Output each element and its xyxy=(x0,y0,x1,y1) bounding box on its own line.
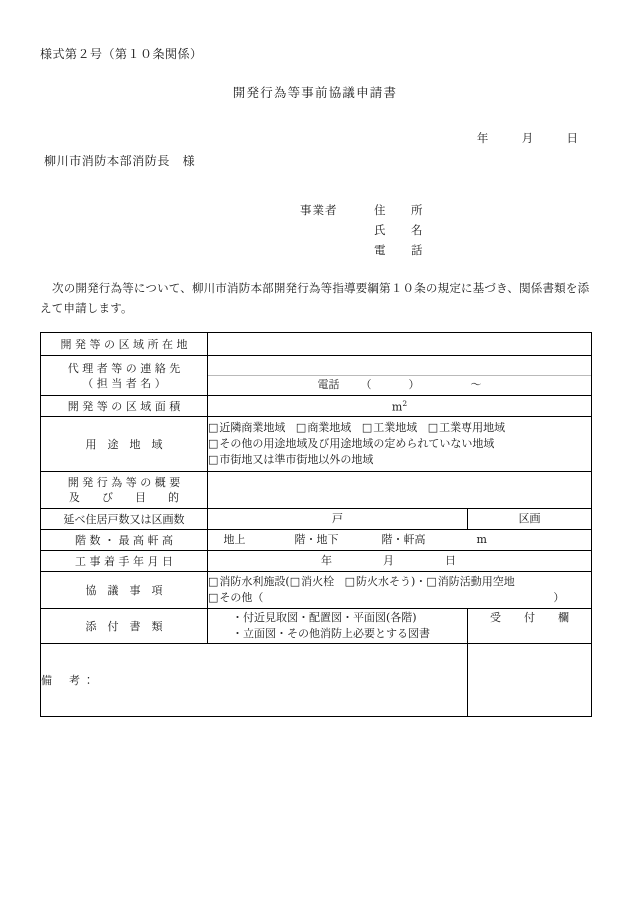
table-row-remarks xyxy=(41,644,592,717)
value-outline-purpose[interactable] xyxy=(208,472,592,509)
addressee: 柳川市消防本部消防長 様 xyxy=(44,154,196,168)
label-floors: 階 数 ・ 最 高 軒 高 xyxy=(41,530,208,551)
applicant-address-label: 住 所 xyxy=(374,203,430,217)
other-consultation-paren-close: ） xyxy=(553,591,565,604)
consultation-line-1 xyxy=(208,574,591,590)
date-line xyxy=(477,130,578,146)
label-attachments: 添 付 書 類 xyxy=(41,609,208,644)
remarks-cell[interactable] xyxy=(41,644,468,717)
applicant-phone-row xyxy=(300,240,430,260)
value-attachments xyxy=(208,609,468,644)
consultation-separator: ・ xyxy=(415,575,427,588)
table-row-agent-contact xyxy=(41,356,592,396)
checkbox-water-facility[interactable] xyxy=(208,575,285,588)
checkbox-label-activity-space: 消防活動用空地 xyxy=(437,575,515,588)
value-start-date[interactable] xyxy=(208,551,592,572)
start-date-month-label: 月 xyxy=(383,554,394,567)
phone-paren-close: ） xyxy=(408,378,420,391)
start-date-year-label: 年 xyxy=(321,554,332,567)
receipt-stamp-area[interactable] xyxy=(468,644,592,717)
consultation-paren-close: ) xyxy=(411,575,416,588)
label-location: 開 発 等 の 区 域 所 在 地 xyxy=(41,333,208,356)
label-start-date: 工 事 着 手 年 月 日 xyxy=(41,551,208,572)
start-date-day-label: 日 xyxy=(445,554,456,567)
phone-range-mark: ～ xyxy=(470,378,482,391)
checkbox-industrial[interactable] xyxy=(362,421,417,434)
page-title: 開発行為等事前協議申請書 xyxy=(232,85,398,100)
table-row-outline-purpose xyxy=(41,472,592,509)
remarks-label: 備 考： xyxy=(41,674,97,687)
phone-paren-open: （ xyxy=(360,378,372,391)
label-dwellings: 延べ住居戸数又は区画数 xyxy=(41,509,208,530)
eaves-unit: m xyxy=(476,533,487,546)
table-row-area xyxy=(41,396,592,417)
area-unit: m xyxy=(391,400,403,414)
checkbox-commercial[interactable] xyxy=(296,421,351,434)
table-row-consultation xyxy=(41,572,592,609)
value-use-district xyxy=(208,417,592,472)
checkbox-glyph: □ xyxy=(208,591,219,604)
applicant-block xyxy=(300,200,430,260)
checkbox-neighborhood-commercial[interactable] xyxy=(208,421,285,434)
date-day: 日 xyxy=(566,131,578,145)
label-agent-contact xyxy=(41,356,208,396)
agent-phone-line[interactable] xyxy=(208,376,591,395)
label-outline-purpose xyxy=(41,472,208,509)
checkbox-glyph: □ xyxy=(208,453,219,466)
applicant-phone-label: 電 話 xyxy=(374,243,430,257)
dwellings-unit-blocks: 区画 xyxy=(518,512,541,525)
floors-above-label: 地上 xyxy=(223,533,246,546)
checkbox-label-hydrant: 消火栓 xyxy=(301,575,335,588)
dwellings-unit-houses: 戸 xyxy=(332,512,343,525)
applicant-label: 事業者 xyxy=(300,203,338,217)
applicant-name-label: 氏 名 xyxy=(374,223,430,237)
checkbox-other-use-district[interactable] xyxy=(208,437,494,450)
table-row-dwellings xyxy=(41,509,592,530)
checkbox-exclusive-industrial[interactable] xyxy=(428,421,505,434)
checkbox-label-outside-urban-area: 市街地又は準市街地以外の地域 xyxy=(219,453,374,466)
checkbox-label-water-tank: 防火水そう xyxy=(356,575,412,588)
checkbox-label-other-consultation: その他（ xyxy=(219,591,264,604)
checkbox-glyph: □ xyxy=(208,575,219,588)
attachment-line-1: ・付近見取図・配置図・平面図(各階) xyxy=(232,611,417,624)
date-year: 年 xyxy=(476,131,489,145)
phone-label: 電話 xyxy=(317,378,340,391)
receipt-column-header: 受 付 欄 xyxy=(468,609,592,644)
value-location[interactable] xyxy=(208,333,592,356)
use-district-line-3 xyxy=(208,452,591,468)
value-area[interactable] xyxy=(208,396,592,417)
checkbox-label-water-facility: 消防水利施設 xyxy=(219,575,286,588)
table-row-attachments xyxy=(41,609,592,644)
value-dwellings-houses[interactable] xyxy=(208,509,468,530)
date-month: 月 xyxy=(521,131,534,145)
use-district-line-1 xyxy=(208,420,591,436)
checkbox-glyph: □ xyxy=(208,437,219,450)
use-district-line-2 xyxy=(208,436,591,452)
floors-below-label: 階・地下 xyxy=(294,533,339,546)
consultation-paren-open: ( xyxy=(285,575,290,588)
checkbox-label-neighborhood-commercial: 近隣商業地域 xyxy=(219,421,286,434)
consultation-line-2 xyxy=(208,590,591,606)
table-row-use-district xyxy=(41,417,592,472)
area-unit-exponent: 2 xyxy=(402,399,408,409)
checkbox-glyph: □ xyxy=(427,421,439,434)
value-floors[interactable] xyxy=(208,530,592,551)
value-dwellings-blocks[interactable] xyxy=(468,509,592,530)
checkbox-hydrant[interactable] xyxy=(290,575,334,588)
label-outline-purpose-line2: 及 び 目 的 xyxy=(69,491,179,504)
agent-name-input[interactable] xyxy=(208,356,591,376)
eaves-label: 階・軒高 xyxy=(381,533,426,546)
applicant-address-row xyxy=(300,200,430,220)
checkbox-glyph: □ xyxy=(289,575,301,588)
checkbox-label-industrial: 工業地域 xyxy=(373,421,418,434)
checkbox-label-other-use-district: その他の用途地域及び用途地域の定められていない地域 xyxy=(219,437,495,450)
table-row-start-date xyxy=(41,551,592,572)
checkbox-glyph: □ xyxy=(295,421,307,434)
label-area: 開 発 等 の 区 域 面 積 xyxy=(41,396,208,417)
intro-paragraph: 次の開発行為等について、柳川市消防本部開発行為等指導要綱第１０条の規定に基づき、関係書類を添えて申請します。 xyxy=(40,281,590,315)
checkbox-label-commercial: 商業地域 xyxy=(307,421,352,434)
value-consultation xyxy=(208,572,592,609)
table-row-floors xyxy=(41,530,592,551)
checkbox-glyph: □ xyxy=(208,421,219,434)
checkbox-glyph: □ xyxy=(361,421,373,434)
checkbox-activity-space[interactable] xyxy=(426,575,514,588)
checkbox-label-exclusive-industrial: 工業専用地域 xyxy=(439,421,506,434)
checkbox-water-tank[interactable] xyxy=(345,575,411,588)
form-number: 様式第２号（第１０条関係） xyxy=(40,47,203,61)
table-row-location xyxy=(41,333,592,356)
label-agent-contact-line2: （ 担 当 者 名 ） xyxy=(82,376,166,390)
checkbox-glyph: □ xyxy=(344,575,356,588)
label-use-district: 用 途 地 域 xyxy=(41,417,208,472)
label-consultation: 協 議 事 項 xyxy=(41,572,208,609)
attachment-line-2: ・立面図・その他消防上必要とする図書 xyxy=(232,627,430,640)
application-table xyxy=(40,332,592,717)
label-agent-contact-line1: 代 理 者 等 の 連 絡 先 xyxy=(67,361,181,375)
value-agent-contact xyxy=(208,356,592,396)
checkbox-glyph: □ xyxy=(426,575,437,588)
label-outline-purpose-line1: 開 発 行 為 等 の 概 要 xyxy=(67,476,181,489)
checkbox-other-consultation[interactable] xyxy=(208,591,263,604)
checkbox-outside-urban-area[interactable] xyxy=(208,453,373,466)
applicant-name-row xyxy=(300,220,430,240)
